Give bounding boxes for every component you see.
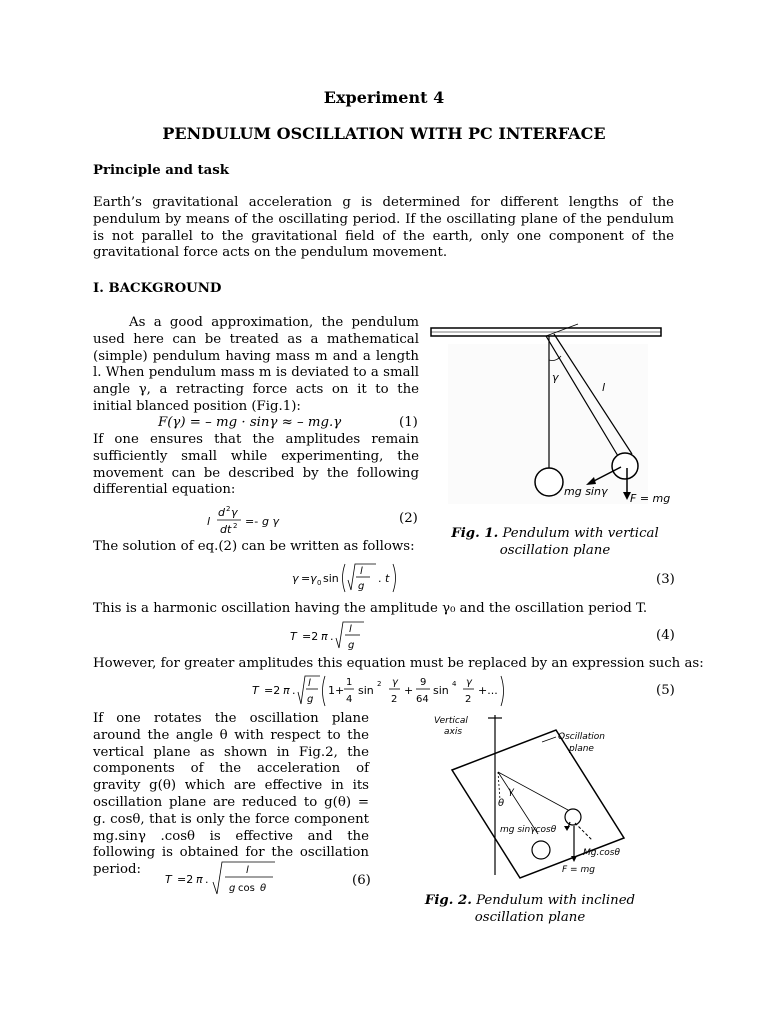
svg-text:l: l bbox=[349, 624, 352, 635]
page-title: PENDULUM OSCILLATION WITH PC INTERFACE bbox=[162, 124, 606, 143]
equation-4 bbox=[288, 618, 378, 654]
fig1-gamma-label: γ bbox=[552, 371, 559, 384]
fig2-mgsincos-label: mg sinγcosθ bbox=[500, 825, 557, 835]
fig2-mgcos-label: Mg.cosθ bbox=[583, 848, 620, 858]
svg-text:.: . bbox=[330, 630, 334, 643]
svg-text:g: g bbox=[229, 883, 236, 894]
svg-text:64: 64 bbox=[416, 694, 429, 705]
equation-3 bbox=[290, 560, 410, 596]
svg-text:g γ: g γ bbox=[262, 515, 279, 528]
svg-text:0: 0 bbox=[317, 579, 322, 587]
svg-text:π: π bbox=[321, 630, 328, 643]
fig1-mgsin-label: mg sinγ bbox=[564, 485, 608, 498]
svg-text:=2: =2 bbox=[302, 630, 319, 643]
svg-text:cos: cos bbox=[238, 883, 255, 894]
equation-6 bbox=[163, 858, 293, 898]
figure-2-caption: Fig. 2. Pendulum with inclined oscillation plane bbox=[424, 893, 636, 925]
after-equation-2: The solution of eq.(2) can be written as follows: bbox=[93, 539, 415, 554]
svg-text:γ: γ bbox=[292, 572, 299, 585]
svg-text:4: 4 bbox=[452, 680, 457, 688]
svg-text:2: 2 bbox=[465, 694, 472, 705]
fig2-bob-deflected bbox=[565, 809, 581, 825]
after-equation-3: This is a harmonic oscillation having the amplitude γ₀ and the oscillation period T. bbox=[93, 601, 648, 616]
pendulum-bob-deflected bbox=[612, 453, 638, 479]
svg-text:=2: =2 bbox=[177, 873, 194, 886]
fig2-vertical-label-1: Vertical bbox=[434, 716, 468, 726]
svg-text:T: T bbox=[252, 684, 259, 697]
svg-text:t: t bbox=[385, 572, 390, 585]
equation-2-number: (2) bbox=[399, 511, 418, 526]
fig1-force-label: F = mg bbox=[630, 492, 671, 505]
fig1-length-label: l bbox=[602, 381, 606, 394]
equation-4-number: (4) bbox=[656, 628, 675, 643]
svg-text:T: T bbox=[290, 630, 297, 643]
svg-text:g: g bbox=[358, 581, 365, 592]
svg-text:1+: 1+ bbox=[328, 684, 345, 697]
svg-text:1: 1 bbox=[346, 677, 353, 688]
svg-text:.: . bbox=[292, 684, 296, 697]
svg-text:sin: sin bbox=[323, 572, 339, 585]
fig2-force-label: F = mg bbox=[562, 865, 595, 875]
after-equation-4: However, for greater amplitudes this equation must be replaced by an expression such as: bbox=[93, 656, 704, 671]
svg-text:l: l bbox=[207, 515, 211, 528]
svg-text:4: 4 bbox=[346, 694, 353, 705]
svg-text:+: + bbox=[404, 684, 414, 697]
svg-text:2: 2 bbox=[233, 522, 238, 530]
figure-1-caption: Fig. 1. Pendulum with vertical oscillation plane bbox=[451, 526, 659, 558]
svg-text:γ: γ bbox=[392, 677, 398, 688]
equation-1: F(γ) = – mg · sinγ ≈ – mg.γ bbox=[158, 415, 342, 430]
equation-2 bbox=[205, 502, 295, 542]
fig2-gamma-label: γ bbox=[508, 786, 514, 797]
svg-text:γ: γ bbox=[466, 677, 472, 688]
principle-text: Earth’s gravitational acceleration g is determined for different lengths of the pendulum by means of the oscillating period. If the oscillating plane of the pendulum is not parallel to the gravitational field of the earth, only one component of the gravitational force acts on the pendulum movement. bbox=[93, 195, 674, 261]
fig2-plane-label-1: Oscillation bbox=[558, 732, 605, 742]
svg-text:=-: =- bbox=[245, 515, 259, 528]
fig2-bob-rest bbox=[532, 841, 550, 859]
figure-1 bbox=[428, 318, 671, 513]
background-intro: As a good approximation, the pendulum used here can be treated as a mathematical (simple) pendulum having mass m and a length l. When pendulum mass m is deviated to a small angle γ, a retracting force acts on it to the initial blanced position (Fig.1): bbox=[93, 315, 419, 414]
principle-heading: Principle and task bbox=[93, 163, 229, 178]
svg-text:sin: sin bbox=[433, 684, 449, 697]
svg-text:γ: γ bbox=[231, 506, 238, 519]
svg-text:sin: sin bbox=[358, 684, 374, 697]
svg-text:g: g bbox=[307, 694, 314, 705]
equation-3-number: (3) bbox=[656, 572, 675, 587]
equation-5 bbox=[250, 672, 510, 710]
svg-text:dt: dt bbox=[220, 523, 232, 536]
equation-6-number: (6) bbox=[352, 873, 371, 888]
svg-text:d: d bbox=[218, 506, 225, 519]
svg-text:g: g bbox=[348, 640, 355, 651]
svg-text:T: T bbox=[165, 873, 172, 886]
fig2-theta-label: θ bbox=[498, 798, 505, 809]
svg-text:θ: θ bbox=[260, 883, 267, 894]
background-heading: I. BACKGROUND bbox=[93, 281, 222, 296]
svg-text:.: . bbox=[205, 873, 209, 886]
svg-text:9: 9 bbox=[420, 677, 427, 688]
fig2-vertical-label-2: axis bbox=[444, 727, 463, 737]
equation-5-number: (5) bbox=[656, 683, 675, 698]
svg-text:2: 2 bbox=[377, 680, 382, 688]
svg-text:2: 2 bbox=[391, 694, 398, 705]
svg-text:.: . bbox=[378, 572, 382, 585]
svg-text:γ: γ bbox=[310, 572, 317, 585]
svg-text:+...: +... bbox=[478, 684, 498, 697]
equation-1-number: (1) bbox=[399, 415, 418, 430]
svg-text:π: π bbox=[196, 873, 203, 886]
svg-text:=2: =2 bbox=[264, 684, 281, 697]
pendulum-bob-rest bbox=[535, 468, 563, 496]
incline-text: If one rotates the oscillation plane around the angle θ with respect to the vertical plane as shown in Fig.2, the components of the acceleration of gravity g(θ) which are effective in its oscillation plane are reduced to g(θ) = g. cosθ, that is only the force component mg.sinγ .cosθ is effective and the following is obtained for the oscillation period: bbox=[93, 711, 369, 878]
svg-text:π: π bbox=[283, 684, 290, 697]
after-equation-1: If one ensures that the amplitudes remain sufficiently small while experimenting, the movement can be described by the following differential equation: bbox=[93, 432, 419, 498]
svg-text:=: = bbox=[301, 572, 311, 585]
svg-text:l: l bbox=[308, 678, 311, 689]
figure-2 bbox=[428, 710, 638, 885]
svg-text:l: l bbox=[246, 865, 249, 876]
experiment-number: Experiment 4 bbox=[323, 88, 445, 107]
svg-text:2: 2 bbox=[226, 505, 231, 513]
svg-text:l: l bbox=[360, 566, 363, 577]
fig2-plane-label-2: plane bbox=[569, 744, 594, 754]
